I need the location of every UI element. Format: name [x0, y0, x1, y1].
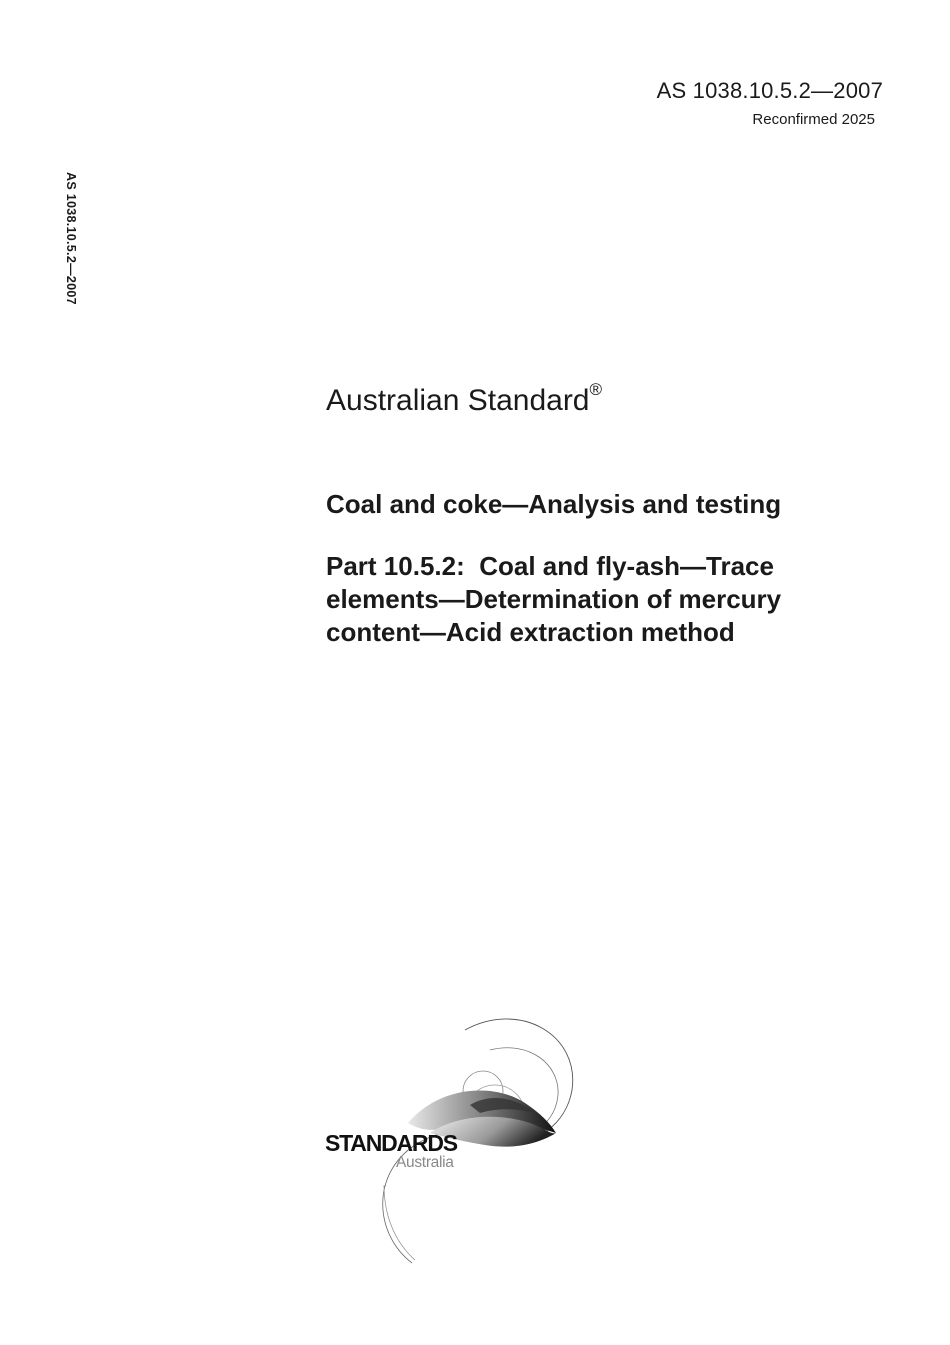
spine-label [44, 172, 84, 332]
part-title-line-3: content—Acid extraction method [326, 617, 735, 647]
standards-australia-logo [320, 1005, 590, 1270]
logo-wordmark: STANDARDS [325, 1130, 457, 1156]
document-title: Coal and coke—Analysis and testing [326, 489, 782, 519]
series-heading [326, 380, 603, 418]
spine-text: AS 1038.10.5.2—2007 [64, 172, 78, 305]
part-title-line-1: Part 10.5.2: Coal and fly-ash—Trace [326, 551, 774, 581]
reconfirmed-label: Reconfirmed 2025 [752, 111, 875, 128]
part-title-line-2: elements—Determination of mercury [326, 584, 782, 614]
document-number: AS 1038.10.5.2—2007 [656, 78, 883, 103]
part-title [326, 550, 886, 649]
logo-subtext: Australia [396, 1154, 454, 1171]
series-name: Australian Standard [326, 384, 590, 417]
registered-mark: ® [589, 380, 603, 399]
